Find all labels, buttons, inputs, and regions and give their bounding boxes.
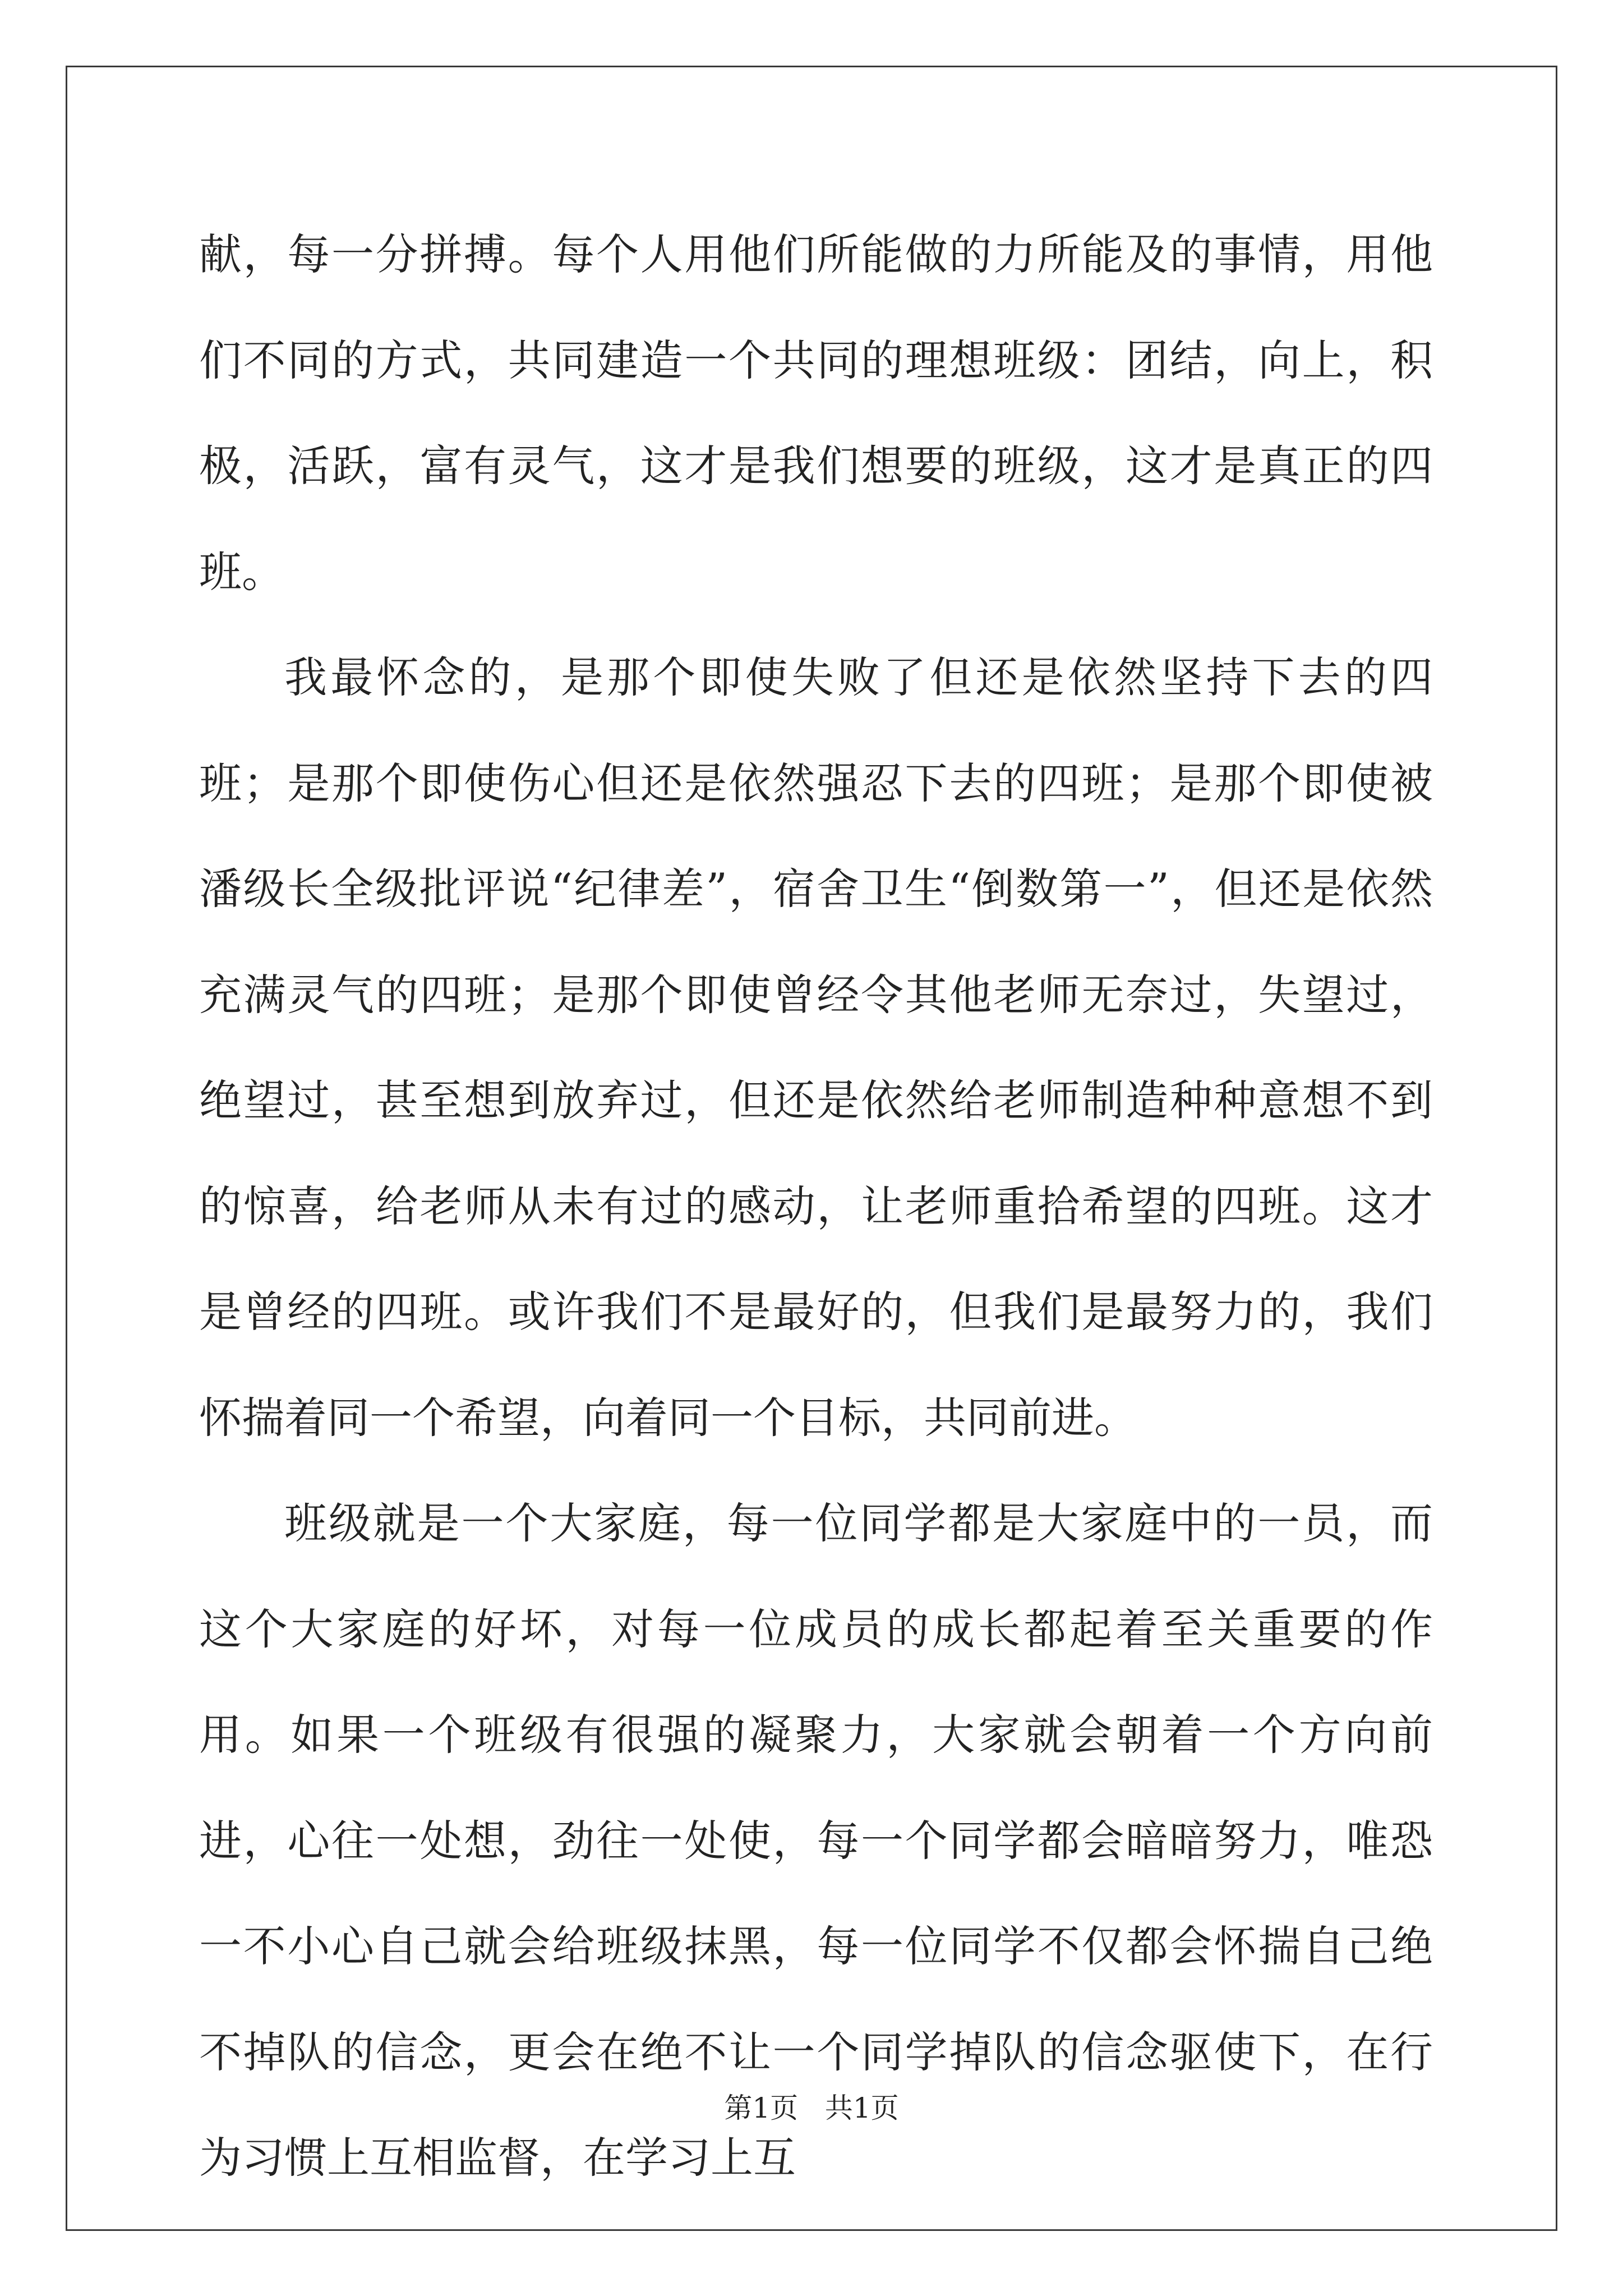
paragraph-3: 班级就是一个大家庭，每一位同学都是大家庭中的一员，而这个大家庭的好坏，对每一位成员的成长都起着至关重要的作用。如果一个班级有很强的凝聚力，大家就会朝着一个方向前进，心往一处想，劲往一处使，每一个同学都会暗暗努力，唯恐一不小心自己就会给班级抹黑，每一位同学不仅都会怀揣自己绝不掉队的信念，更会在绝不让一个同学掉队的信念驱使下，在行为习惯上互相监督，在学习上互	[199, 1498, 1433, 2183]
paragraph-1: 献，每一分拼搏。每个人用他们所能做的力所能及的事情，用他们不同的方式，共同建造一个共同的理想班级：团结，向上，积极，活跃，富有灵气，这才是我们想要的班级，这才是真正的四班。	[199, 229, 1433, 597]
page-footer: 第1页 共1页	[724, 2092, 899, 2124]
paragraph-2: 我最怀念的，是那个即使失败了但还是依然坚持下去的四班；是那个即使伤心但还是依然强忍下去的四班；是那个即使被潘级长全级批评说“纪律差”，宿舍卫生“倒数第一”，但还是依然充满灵气的四班；是那个即使曾经令其他老师无奈过，失望过，绝望过，甚至想到放弃过，但还是依然给老师制造种种意想不到的惊喜，给老师从未有过的感动，让老师重拾希望的四班。这才是曾经的四班。或许我们不是最好的，但我们是最努力的，我们怀揣着同一个希望，向着同一个目标，共同前进。	[199, 652, 1433, 1443]
document-body	[199, 202, 1433, 2211]
